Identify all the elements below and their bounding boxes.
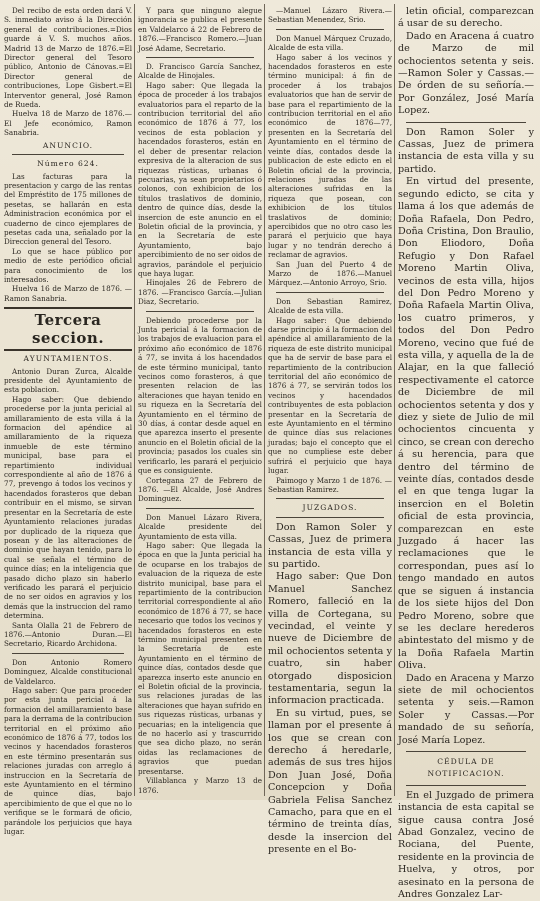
anuncio-text: Las facturas para la presentacion y cargo de las rentas del Empréstito de 175 millones de pesetas, se hallarán en esta Administracion económica por el cuaderno de cinco ejemplares de pesetas cada una, señalado por la Direccion general del Tesoro.: [4, 171, 132, 247]
column-2: [138, 6, 262, 794]
notice-signature: Dado en Aracena y Marzo siete de mil ochocientos setenta y seis.—Ramon Soler y Cassas.—Por mandado de su señoría, José María Lopez.: [398, 672, 534, 746]
notice-signature: Dado en Aracena á cuatro de Marzo de mil ochocientos setenta y seis.—Ramon Soler y Cassas.—De órden de su señoría.—Por González, José María Lopez.: [398, 30, 534, 117]
notice-heading: Antonio Duran Zurca, Alcalde presidente del Ayuntamiento de esta poblacion.: [4, 366, 132, 395]
divider: [276, 29, 384, 30]
notice-signature: Cortegana 27 de Febrero de 1876. —El Alcalde, José Andres Dominguez.: [138, 475, 262, 504]
section-title: Tercera seccion.: [4, 307, 132, 351]
notice-heading: Don Antonio Romero Dominguez, Alcalde constitucional de Valdelarco.: [4, 657, 132, 686]
notice-text: En virtud del presente, segundo edicto, se cita y llama á los que además de Doña Rafaela, Don Pedro, Doña Cristina, Don Braulio, Don Eliodoro, Doña Refugio y Don Rafael Moreno Martin Oliva, vecinos de esta villa, hijos del Don Pedro Moreno y Doña Rafaela Martin Oliva, los cuatro primeros, y todos del Don Pedro Moreno, vecino que fué de esta villa, y aquella de la de Alajar, en la que falleció respectivamente el catorce de Diciembre de mil ochocientos setenta y dos y diez y siete de Julio de mil ochocientos cincuenta y cinco, se crean con derecho á su herencia, para que dentro del término de veinte días, contados desde el en que tenga lugar la insercion en el Boletin oficial de esta provincia, comparezcan en este Juzgado á hacer las reclamaciones que le correspondan, pues así lo tengo mandado en autos que se siguen á instancia de los siete hijos del Don Pedro Moreno, sobre que se les declare herederos abintestato del mismo y de la Doña Rafaela Martin Oliva.: [398, 176, 534, 672]
juzgados-heading: JUZGADOS.: [302, 503, 358, 513]
divider: [146, 57, 254, 58]
notice-text: Hago saber: Que para proceder por esta junta pericial á la formacion del amillaramiento base para la derrama de la contribucion territorial en el próximo año económico de 1876 á 77, todos los vecinos y hacendados forasteros en este término presentarán sus relaciones juradas con arreglo á instruccion en la Secretaría de este Ayuntamiento en el término de quince días, bajo apercibimiento de que el que no lo verifique se le formará de oficio, parándole los perjuicios que haya lugar.: [4, 686, 132, 837]
column-3: [268, 6, 392, 856]
notice-text: Hago saber: Que llegada la época en que la Junta pericial ha de ocuparse en los trabajos de evaluacion de la riqueza de este distrito municipal, base para el repartimiento de la contribucion territorial correspondiente al año económico de 1876 á 77, se hace necesario que todos los vecinos y hacendados forasteros en este término municipal presenten en la Secretaría de este Ayuntamiento en el término de quince días, contados desde que aparezca inserto este anuncio en el Boletin oficial de la provincia, sus relaciones juradas de las alteraciones que hayan sufrido en sus riquezas rústicas, urbanas y pecuarias; en la inteligencia que de no hacerlo así y trascurrido que sea dicho plazo, no serán oidas las reclamaciones de agravios que puedan presentarse.: [138, 540, 262, 776]
cedula-heading: CÉDULA DE NOTIFICACION.: [427, 756, 505, 779]
divider: [276, 292, 384, 293]
notice-text: Hago saber: Que Don Manuel Sanchez Romero, falleció en la villa de Cortegana, su vecindad, el veinte y nueve de Diciembre de mil ochocientos setenta y cuatro, sin haber otorgado disposicion testamentaria, segun la informacion practicada.: [268, 571, 392, 707]
anuncio-number: Número 624.: [37, 159, 99, 169]
notice-signature: Hinojales 26 de Febrero de 1876. —Francisco García.—Julian Diaz, Secretario.: [138, 278, 262, 307]
notice-text: Debiendo procederse por la Junta pericial á la formacion de los trabajos de evaluacion para el próximo año económico de 1876 á 77, se invita á los hacendados de este término municipal, tanto vecinos como forasteros, á que presenten relacion de las alteraciones que hayan tenido en su riqueza en la Secretaría del Ayuntamiento en el término de 30 días, á contar desde aquel en que aparezca inserto el presente anuncio en el Boletin oficial de la provincia; pasados los cuales sin verificarlo, les parará el perjuicio que es consiguiente.: [138, 315, 262, 476]
column-divider: [394, 4, 395, 796]
notice-heading: Don Ramon Soler y Cassas, Juez de primera instancia de esta villa y su partido.: [398, 126, 534, 175]
divider: [146, 508, 254, 509]
anuncio-signature: Huelva 16 de Marzo de 1876. —Ramon Sanabria.: [4, 284, 132, 303]
anuncio-text-2: Lo que se hace público por medio de este periódico oficial para conocimiento de los interesados.: [4, 246, 132, 284]
ayuntamientos-heading: AYUNTAMIENTOS.: [23, 354, 113, 364]
notice-signature: San Juan del Puerto 4 de Marzo de 1876.—Manuel Márquez.—Antonio Arroyo, Srio.: [268, 259, 392, 288]
notice-text: Hago saber: Que llegada la época de proceder á los trabajos evaluatorios para el reparto de la contribucion territorial del año económico de 1876 á 77, los vecinos de esta poblacion y hacendados forasteros, están en el deber de presentar relacion expresiva de la alteracion de sus riquezas rústicas, urbanas ó pecuarias, ya sean propietarios ó colonos, con exhibicion de los títulos traslativos de dominio, dentro de quince días, desde la insercion de este anuncio en el Boletin oficial de la provincia, y en la Secretaría de este Ayuntamiento, bajo apercibimiento de no ser oidos de agravios, parándole el perjuicio que haya lugar.: [138, 80, 262, 278]
divider: [406, 785, 526, 786]
notice-text: En el Juzgado de primera instancia de esta capital se sigue causa contra José Abad Gonzalez, vecino de Rociana, del Puente, residente en la provincia de Huelva, y otros, por asesinato en la persona de Andres Gonzalez Lar-: [398, 789, 534, 901]
notice-text: letin oficial, comparezcan á usar de su derecho.: [398, 6, 534, 30]
notice-heading: Don Ramon Soler y Cassas, Juez de primera instancia de esta villa y su partido.: [268, 521, 392, 570]
notice-heading: Don Manuel Lázaro Rivera, Alcalde presidente del Ayuntamiento de esta villa.: [138, 512, 262, 541]
notice-heading: Don Manuel Márquez Cruzado, Alcalde de esta villa.: [268, 33, 392, 53]
anuncio-heading: ANUNCIO.: [42, 140, 94, 150]
divider: [276, 498, 384, 499]
notice-heading: D. Francisco García Sanchez, Alcalde de Hinojales.: [138, 62, 262, 81]
divider: [406, 122, 526, 123]
notice-signature: Villablanca y Marzo 13 de 1876.: [138, 776, 262, 795]
notice-signature: Santa Olalla 21 de Febrero de 1876.—Antonio Duran.—El Secretario, Ricardo Archidona.: [4, 620, 132, 649]
notice-signature: —Manuel Lázaro Rivera.—Sebastian Menendez, Srio.: [268, 6, 392, 25]
notice-heading: Don Sebastian Ramirez, Alcalde de esta villa.: [268, 296, 392, 316]
column-1: [4, 6, 132, 837]
divider: [12, 653, 124, 654]
notice-text: En su virtud, pues, se llaman por el presente á los que se crean con derecho á heredarle, además de sus tres hijos Don Juan José, Doña Concepcion y Doña Gabriela Felisa Sanchez Camacho, para que en el término de treinta días, desde la insercion del presente en el Bo-: [268, 707, 392, 856]
notice-text: Hago saber á los vecinos y hacendados forasteros en este término municipal: á fin de proceder á los trabajos evaluatorios que han de servir de base para el repartimiento de la contribucion territorial en el año económico de 1876—77, presenten en la Secretaría del Ayuntamiento en el término de veinte días, contados desde la publicacion de este edicto en el Boletin oficial de la provincia, relaciones juradas de las alteraciones sufridas en la riqueza que posean, con exhibicion de los títulos traslativos de dominio; apercibidos que no otro caso les parará el perjuicio que haya lugar y no tendrán derecho á reclamar de agravios.: [268, 52, 392, 260]
notice-text: Y para que ninguno alegue ignorancia se publica el presente en Valdelarco á 22 de Febrero de 1876.—Francisco Romero.—Juan José Adame, Secretario.: [138, 6, 262, 53]
notice-text: Hago saber: Que debiendo procederse por la junta pericial al amillaramiento de esta villa á la formacion del apéndice al amillaramiento de la riqueza inmueble de este término municipal, base para el repartimiento individual correspondiente al año de 1876 á 77, prevengo á todos los vecinos y hacendados forasteros que deban contribuir en el mismo, se sirvan presentar en la Secretaría de este Ayuntamiento relaciones juradas por duplicado de la riqueza que posean y de las alteraciones de dominio que hayan tenido, para lo cual se señala el término de quince días; en la inteligencia que pasado dicho plazo sin haberlo verificado les parará el perjuicio de no ser oidos en agravios y los demás que la instruccion del ramo determina.: [4, 394, 132, 621]
order-signature: Huelva 18 de Marzo de 1876.—El Jefe económico, Ramon Sanabria.: [4, 109, 132, 138]
column-divider: [134, 4, 135, 796]
notice-signature: Paimogo y Marzo 1 de 1876. —Sebastian Ramirez.: [268, 475, 392, 494]
column-4: [398, 6, 534, 901]
column-divider: [264, 4, 265, 796]
order-text: Del recibo de esta orden dará V. S. inmediato aviso á la Dirección general de contribuciones.=Dios guarde á V. S. muchos años. Madrid 13 de Marzo de 1876.=El Director general del Tesoro público, Antonio de Cánovas.=El Director general de contribuciones, Lope Gisbert.=El Interventor general, José Ramon de Rueda.: [4, 6, 132, 110]
divider: [146, 311, 254, 312]
divider: [276, 517, 384, 518]
divider: [406, 751, 526, 752]
divider: [12, 154, 124, 155]
notice-text: Hago saber: Que debiendo darse principio á la formacion del apéndice al amillaramiento de la riqueza de este distrito municipal que ha de servir de base para el repartimiento de la contribucion territorial del año económico de 1876 á 77, se servirán todos los vecinos y hacendados contribuyentes de esta poblacion presentar en la Secretaría de este Ayuntamiento en el término de quince días sus relaciones juradas; bajo el concepto que el que no cumpliese este deber sufrirá el perjuicio que haya lugar.: [268, 315, 392, 476]
